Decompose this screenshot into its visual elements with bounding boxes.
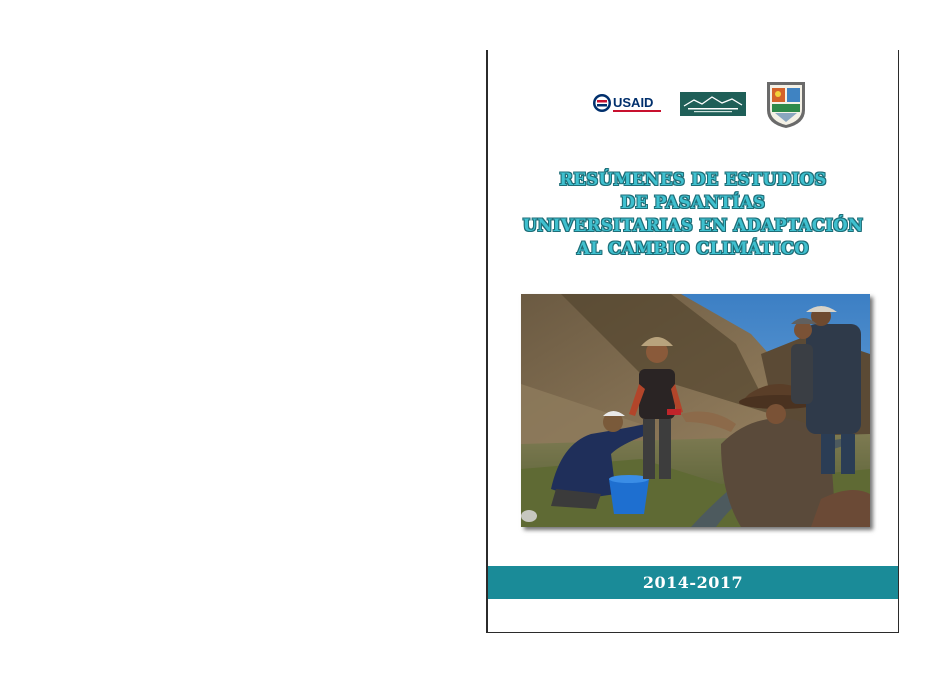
years-label: 2014-2017 bbox=[642, 573, 744, 592]
field-photo-icon bbox=[521, 294, 870, 527]
usaid-logo-text: USAID bbox=[613, 95, 654, 110]
university-shield-icon bbox=[765, 80, 807, 130]
years-band bbox=[488, 566, 898, 599]
cover-title bbox=[488, 168, 898, 260]
cover-page bbox=[486, 50, 899, 633]
title-line-2: DE PASANTÍAS bbox=[620, 193, 766, 212]
mountain-logo-icon bbox=[680, 92, 746, 116]
cover-photo bbox=[521, 294, 870, 527]
logo-row bbox=[488, 78, 898, 130]
usaid-logo-icon bbox=[592, 92, 664, 116]
title-line-3: UNIVERSITARIAS EN ADAPTACIÓN bbox=[522, 216, 864, 235]
title-line-4: AL CAMBIO CLIMÁTICO bbox=[577, 239, 809, 258]
title-line-1: RESÚMENES DE ESTUDIOS bbox=[559, 170, 827, 189]
